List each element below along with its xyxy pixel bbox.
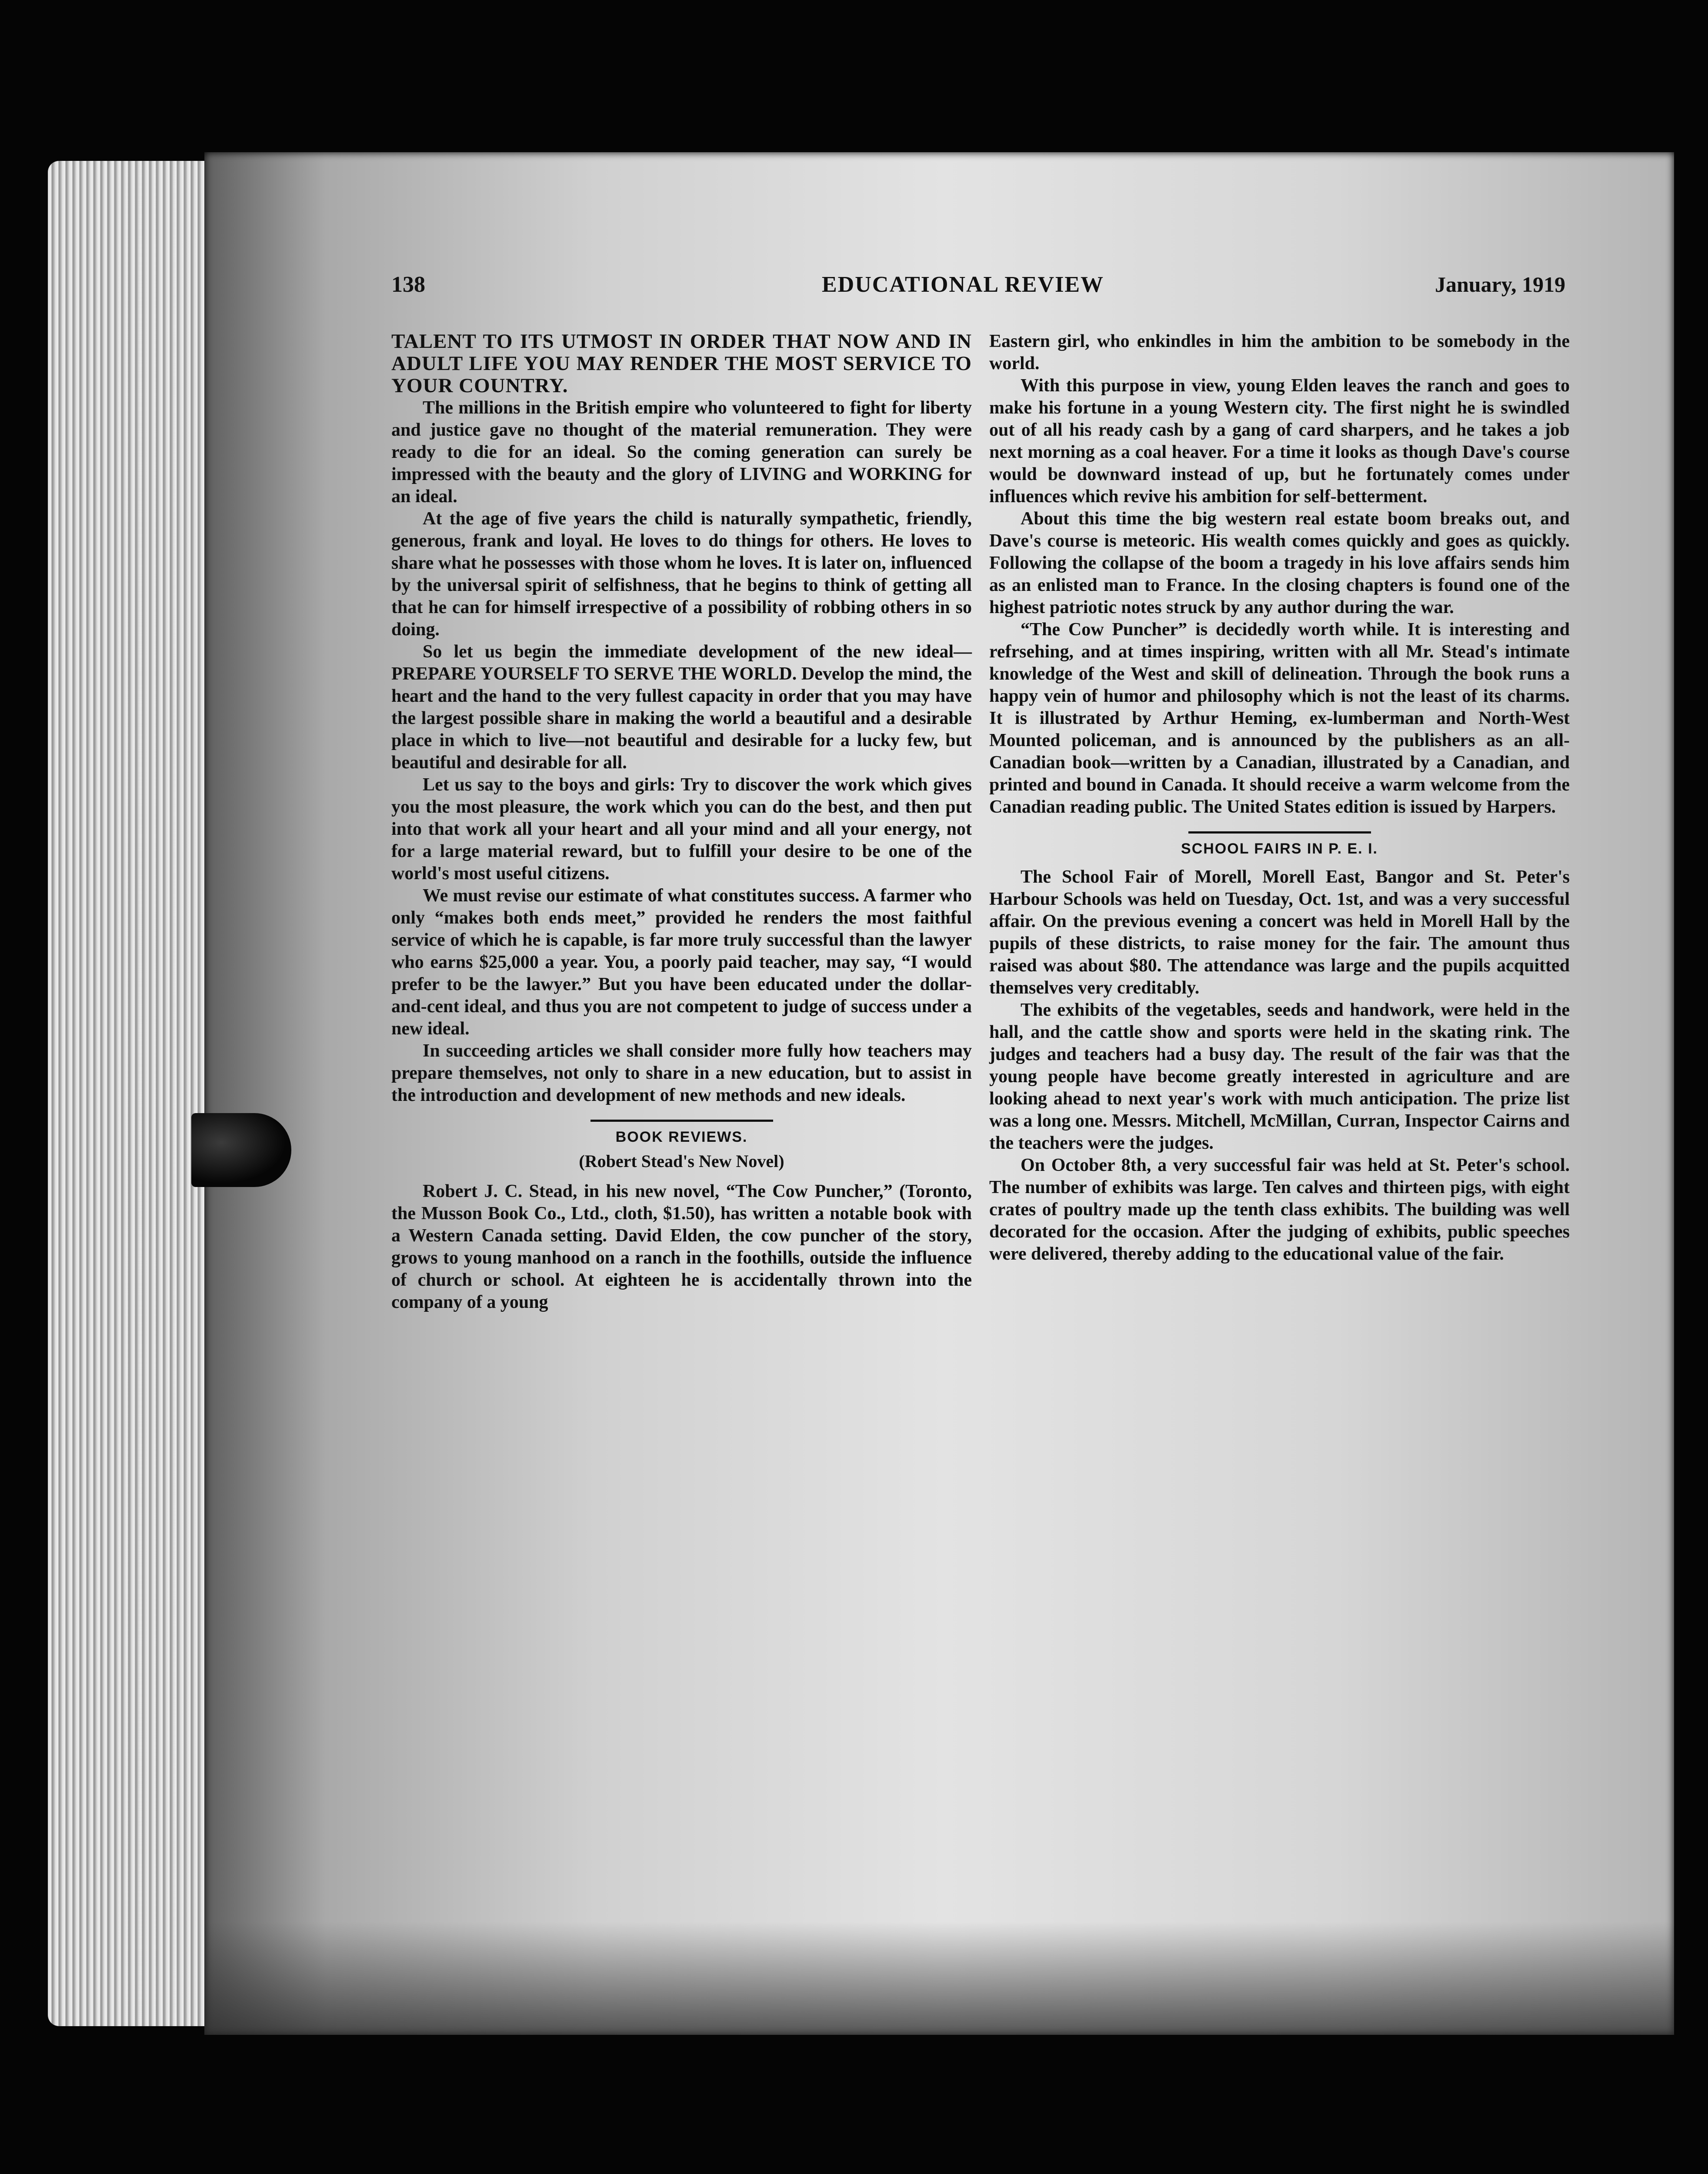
page-tab-marker	[191, 1113, 291, 1187]
school-fairs-paragraph: On October 8th, a very successful fair was held at St. Peter's school. The number of exhibits was large. Ten calves and thirteen pigs, with eight crates of poultry made up the tenth class exhibits. The building was well decorated for the occasion. After the judging of exhibits, public speeches were delivered, thereby adding to the educational value of the fair.	[989, 1155, 1570, 1264]
school-fairs-paragraph: The School Fair of Morell, Morell East, Bangor and St. Peter's Harbour Schools was held on Tuesday, Oct. 1st, and was a very successful affair. On the previous evening a concert was held in Morell Hall by the pupils of these districts, to raise money for the fair. The amount thus raised was about $80. The attendance was large and the pupils acquitted themselves very creditably.	[989, 867, 1570, 998]
school-fairs-paragraph: The exhibits of the vegetables, seeds and handwork, were held in the hall, and the cattle show and sports were held in the skating rink. The judges and teachers had a busy day. The result of the fair was that the young people have become greatly interested in agriculture and are looking ahead to next year's work with much anticipation. The prize list was a long one. Messrs. Mitchell, McMillan, Curran, Inspector Cairns and the teachers were the judges.	[989, 1000, 1570, 1153]
caps-intro: TALENT TO ITS UTMOST IN ORDER THAT NOW AND IN ADULT LIFE YOU MAY RENDER THE MOST SERVICE TO YOUR COUNTRY.	[391, 330, 972, 397]
book-review-paragraph: Robert J. C. Stead, in his new novel, “The Cow Puncher,” (Toronto, the Musson Book Co., Ltd., cloth, $1.50), has written a notable book with a Western Canada setting. David Elden, the cow puncher of the story, grows to young manhood on a ranch in the foothills, outside the influence of church or school. At eighteen he is accidentally thrown into the company of a young	[391, 1181, 972, 1312]
right-column	[989, 330, 1570, 1265]
paragraph: So let us begin the immediate development of the new ideal—PREPARE YOURSELF TO SERVE THE WORLD. Develop the mind, the heart and the hand to the very fullest capacity in order that you may have the largest possible share in making the world a beautiful and a desirable place in which to live—not beautiful and desirable for a lucky few, but beautiful and desirable for all.	[391, 642, 972, 773]
school-fairs-heading	[989, 831, 1570, 857]
school-fairs-title: SCHOOL FAIRS IN P. E. I.	[1181, 840, 1378, 857]
paragraph: At the age of five years the child is naturally sympathetic, friendly, generous, frank and loyal. He loves to do things for others. He loves to share what he possesses with those whom he loves. It is later on, influenced by the universal spirit of selfishness, that he begins to think of getting all that he can for himself irrespective of a possibility of robbing others in so doing.	[391, 509, 972, 640]
left-column	[391, 330, 972, 1314]
paragraph: About this time the big western real estate boom breaks out, and Dave's course is meteoric. His wealth comes quickly and goes as quickly. Following the collapse of the boom a tragedy in his love affairs sends him as an enlisted man to France. In the closing chapters is found one of the highest patriotic notes struck by any author during the war.	[989, 509, 1570, 617]
paragraph: The millions in the British empire who volunteered to fight for liberty and justice gave no thought of the material remuneration. They were ready to die for an ideal. So the coming generation can surely be impressed with the beauty and the glory of LIVING and WORKING for an ideal.	[391, 398, 972, 507]
paragraph: Let us say to the boys and girls: Try to discover the work which gives you the most pleasure, the work which you can do the best, and then put into that work all your heart and all your mind and all your energy, not for a large material reward, but to fulfill your desire to be one of the world's most useful citizens.	[391, 775, 972, 884]
issue-date: January, 1919	[1434, 272, 1565, 297]
paragraph: With this purpose in view, young Elden leaves the ranch and goes to make his fortune in a young Western city. The first night he is swindled out of all his ready cash by a gang of card sharpers, and he takes a job next morning as a coal heaver. For a time it looks as though Dave's course would be downward instead of up, but he fortunately comes under influences which revive his ambition for self-betterment.	[989, 376, 1570, 507]
book-reviews-heading	[391, 1120, 972, 1172]
continued-paragraph: Eastern girl, who enkindles in him the ambition to be somebody in the world.	[989, 331, 1570, 373]
page-header	[391, 272, 1565, 311]
book-reviews-subtitle: (Robert Stead's New Novel)	[579, 1151, 784, 1171]
paragraph: We must revise our estimate of what constitutes success. A farmer who only “makes both ends meet,” provided he renders the most faithful service of which he is capable, is far more truly successful than the lawyer who earns $25,000 a year. You, a poorly paid teacher, may say, “I would prefer to be the lawyer.” But you have been educated under the dollar-and-cent ideal, and thus you are not competent to judge of success under a new ideal.	[391, 886, 972, 1039]
book-page-edges	[48, 161, 213, 2026]
section-rule	[1188, 831, 1371, 834]
page-number: 138	[391, 272, 425, 297]
section-rule	[590, 1120, 773, 1122]
paragraph: “The Cow Puncher” is decidedly worth while. It is interesting and refrsehing, and at times inspiring, written with all Mr. Stead's intimate knowledge of the West and skill of delineation. Through the book runs a happy vein of humor and philosophy which is not the least of its charms. It is illustrated by Arthur Heming, ex-lumberman and North-West Mounted policeman, and is announced by the publishers as an all-Canadian book—written by a Canadian, illustrated by a Canadian, and printed and bound in Canada. It should receive a warm welcome from the Canadian reading public. The United States edition is issued by Harpers.	[989, 620, 1570, 817]
journal-title: EDUCATIONAL REVIEW	[822, 272, 1104, 297]
page-bottom-shadow	[204, 1922, 1674, 2035]
paragraph: In succeeding articles we shall consider more fully how teachers may prepare themselves, not only to share in a new education, but to assist in the introduction and development of new methods and new ideals.	[391, 1041, 972, 1105]
book-reviews-title: BOOK REVIEWS.	[615, 1129, 748, 1145]
